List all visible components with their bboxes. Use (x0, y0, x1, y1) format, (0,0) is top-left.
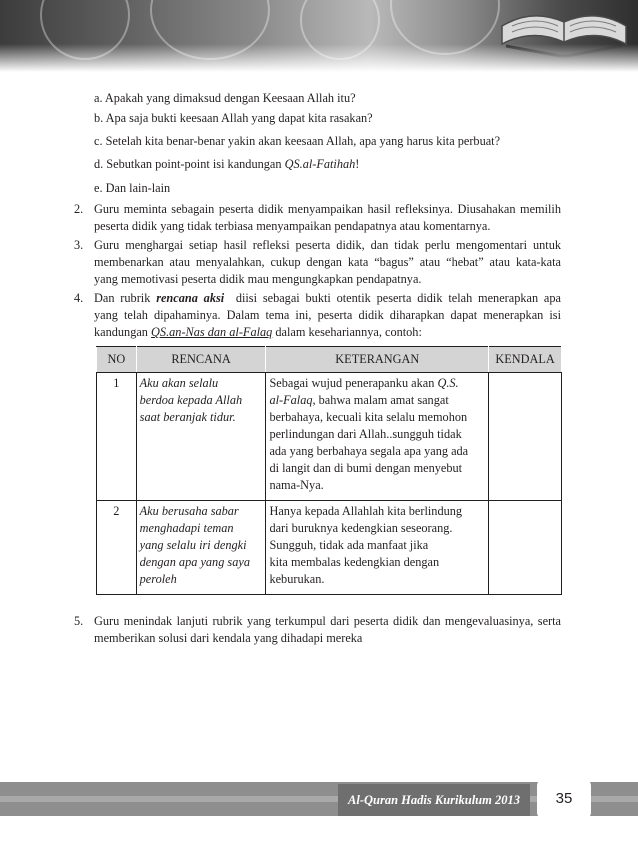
cell-rencana (136, 373, 266, 501)
table-row (97, 373, 562, 501)
sub-item-c: c. Setelah kita benar-benar yakin akan keesaan Allah, apa yang harus kita perbuat? (94, 134, 501, 148)
text-span: Sebagai wujud penerapanku akan (269, 376, 435, 390)
cell-line: nama-Nya. (269, 478, 324, 492)
surah-reference: QS.an-Nas dan al-Falaq (151, 325, 273, 339)
cell-line (269, 375, 485, 392)
item-2-paragraph (94, 201, 561, 235)
surah-reference: Q.S. (437, 376, 459, 390)
item-number: 5. (74, 614, 84, 628)
cell-kendala (489, 501, 562, 595)
paragraph-line: yang telah dipahaminya. Dalam tema ini, peserta didik diharapkan dapat menerapkan isi (94, 308, 561, 322)
table-row (97, 501, 562, 595)
paragraph-line: membenarkan atau menyalahkan, cukup dengan kata “bagus” atau “hebat” atau kata-kata (94, 255, 561, 269)
sub-item-d-text: d. Sebutkan point-point isi kandungan (94, 157, 282, 171)
paragraph-line: memberikan solusi dari kendala yang dihadapi mereka (94, 631, 363, 645)
paragraph-line: peserta didik yang tidak terbiasa menyampaikan pendapatnya atau komentarnya. (94, 219, 491, 233)
cell-keterangan (266, 501, 489, 595)
column-header-kendala: KENDALA (489, 347, 562, 373)
text-span: Dan rubrik (94, 291, 151, 305)
item-3-paragraph (94, 237, 561, 288)
sub-item-b: b. Apa saja bukti keesaan Allah yang dapat kita rasakan? (94, 111, 373, 125)
paragraph-line: Guru menindak lanjuti rubrik yang terkumpul dari peserta didik dan mengevaluasinya, serta (94, 614, 561, 628)
cell-keterangan (266, 373, 489, 501)
paragraph-line: Guru meminta sebagain peserta didik menyampaikan hasil refleksinya. Diusahakan memilih (94, 202, 561, 216)
text-span: diisi sebagai bukti otentik peserta didik telah menerapkan apa (235, 291, 561, 305)
cell-line: saat beranjak tidur. (139, 410, 236, 424)
paragraph-line (94, 290, 561, 307)
column-header-rencana: RENCANA (136, 347, 266, 373)
header-banner (0, 0, 638, 72)
cell-line: dari buruknya kedengkian seseorang. (269, 521, 453, 535)
paragraph-line: Guru menghargai setiap hasil refleksi peserta didik, dan tidak perlu mengomentari untuk (94, 238, 561, 252)
item-number: 3. (74, 238, 84, 252)
cell-line: keburukan. (269, 572, 325, 586)
rubric-name: rencana aksi (156, 291, 225, 305)
paragraph-line: yang memotivasi peserta didik mau mengungkapkan pendapatnya. (94, 272, 422, 286)
footer-book-title: Al-Quran Hadis Kurikulum 2013 (338, 784, 530, 816)
paragraph-line (94, 324, 561, 341)
cell-rencana (136, 501, 266, 595)
item-number: 2. (74, 202, 84, 216)
cell-no: 2 (97, 501, 137, 595)
cell-line (269, 392, 485, 409)
banner-fade (0, 44, 638, 72)
sub-item-e: e. Dan lain-lain (94, 181, 171, 195)
cell-line: Hanya kepada Allahlah kita berlindung (269, 504, 463, 518)
surah-reference: al-Falaq, (269, 393, 316, 407)
cell-line: di langit dan di bumi dengan menyebut (269, 461, 463, 475)
cell-no: 1 (97, 373, 137, 501)
item-4-paragraph (94, 290, 561, 341)
column-header-keterangan: KETERANGAN (266, 347, 489, 373)
sub-item-d-surah: QS.al-Fatihah (284, 157, 356, 171)
cell-kendala (489, 373, 562, 501)
cell-line: kita membalas kedengkian dengan (269, 555, 440, 569)
cell-line: ada yang berbahaya segala apa yang ada (269, 444, 469, 458)
page-number: 35 (537, 778, 591, 820)
sub-item-d-end: ! (355, 157, 360, 171)
sub-item-a: a. Apakah yang dimaksud dengan Keesaan Allah itu? (94, 91, 356, 105)
item-number: 4. (74, 291, 84, 305)
sub-item-d (94, 156, 359, 172)
cell-line: Aku berusaha sabar (139, 504, 239, 518)
cell-line: dengan apa yang saya (139, 555, 250, 569)
cell-line: perlindungan dari Allah..sungguh tidak (269, 427, 462, 441)
cell-line: peroleh (139, 572, 177, 586)
column-header-no: NO (97, 347, 137, 373)
cell-line: berbahaya, kecuali kita selalu memohon (269, 410, 468, 424)
text-span: dalam kesehariannya, contoh: (275, 325, 422, 339)
cell-line: menghadapi teman (139, 521, 234, 535)
cell-line: Sungguh, tidak ada manfaat jika (269, 538, 429, 552)
rencana-aksi-table (96, 346, 562, 595)
item-5-paragraph (94, 613, 561, 647)
text-span: kandungan (94, 325, 148, 339)
text-span: bahwa malam amat sangat (318, 393, 449, 407)
cell-line: yang selalu iri dengki (139, 538, 247, 552)
table-header-row (97, 347, 562, 373)
cell-line: berdoa kepada Allah (139, 393, 243, 407)
cell-line: Aku akan selalu (139, 376, 219, 390)
